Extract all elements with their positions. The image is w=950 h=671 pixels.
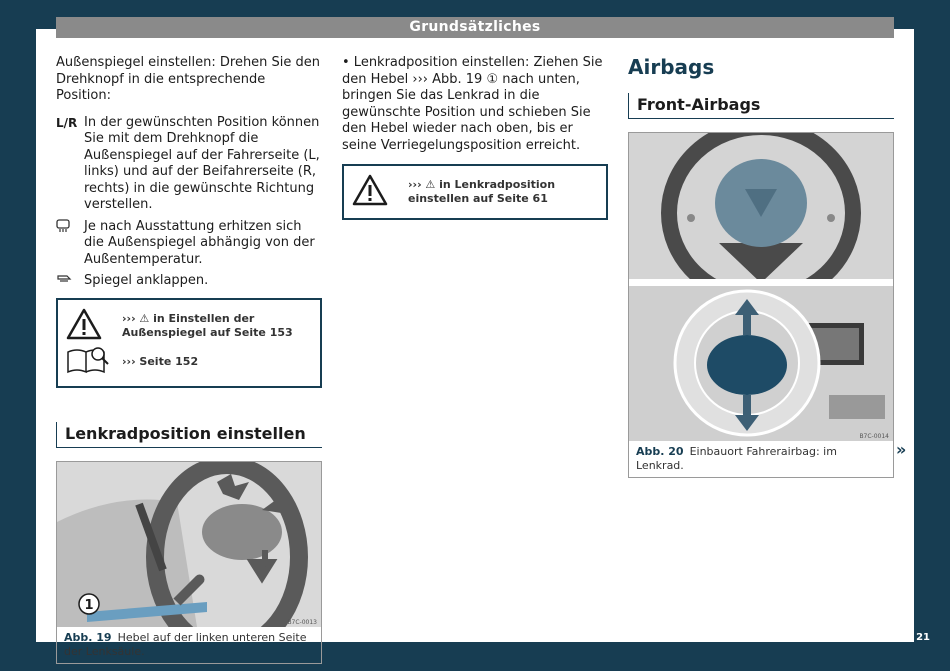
column-left — [56, 55, 322, 664]
heated-mirror-icon — [56, 219, 84, 269]
warning-reference-link[interactable]: ››› ⚠ in Einstellen der Außenspiegel auf Seite 153 — [122, 311, 293, 339]
steering-lever-illustration — [57, 462, 321, 627]
figure-code: B7C-0013 — [287, 618, 317, 626]
page-reference-link[interactable]: ››› Seite 152 — [122, 354, 199, 368]
list-item-text: In der gewünschten Position können Sie mit dem Drehknopf die Außenspiegel auf der Fahrerseite (L, links) und auf der Beifahrerseite (R, rechts) in die gewünschte Richtung verstellen. — [84, 114, 320, 212]
figure-caption — [629, 441, 893, 477]
figure-airbag-location — [628, 132, 894, 478]
book-magnifier-icon — [66, 346, 122, 378]
airbag-illustration — [629, 133, 893, 441]
section-heading: Lenkradposition einstellen — [56, 422, 322, 448]
section-heading: Front-Airbags — [628, 93, 894, 119]
notice-box — [56, 298, 322, 388]
caption-label: Abb. 20 — [636, 445, 684, 458]
mirror-options-list — [56, 115, 322, 290]
list-item-text: Je nach Ausstattung erhitzen sich die Außenspiegel abhängig von der Außentemperatur. — [84, 218, 315, 267]
page-number: 21 — [916, 632, 930, 643]
fold-mirror-icon — [56, 273, 84, 290]
caption-text: Einbauort Fahrerairbag: im Lenkrad. — [636, 445, 837, 472]
lr-label: L/R — [56, 115, 78, 130]
figure-steering-lever — [56, 461, 322, 664]
warning-reference-link[interactable]: ››› ⚠ in Lenkradposition einstellen auf Seite 61 — [408, 178, 556, 205]
figure-code: B7C-0014 — [859, 433, 889, 440]
warning-icon — [66, 308, 122, 344]
list-item — [56, 273, 322, 290]
callout-1-label: 1 — [84, 597, 94, 613]
bullet-text: • Lenkradposition einstellen: Ziehen Sie den Hebel ››› Abb. 19 ① nach unten, bringen Sie das Lenkrad in die gewünschte Position und schieben Sie den Hebel wieder nach oben, bis er seine Verriegelungsposition erreicht. — [342, 55, 603, 153]
list-item — [56, 219, 322, 269]
warning-icon — [352, 174, 408, 210]
caption-text: Hebel auf der linken unteren Seite der Lenksäule. — [64, 630, 307, 658]
list-item — [56, 115, 322, 214]
column-right — [628, 55, 894, 478]
intro-text: Außenspiegel einstellen: Drehen Sie den Drehknopf in die entsprechende Position: — [56, 55, 321, 103]
list-item-text: Spiegel anklappen. — [84, 273, 209, 288]
chapter-title: Airbags — [628, 55, 715, 79]
figure-caption — [57, 627, 321, 663]
notice-box — [342, 164, 608, 220]
page-header: Grundsätzliches — [56, 17, 894, 38]
column-middle — [342, 55, 608, 220]
continue-mark: » — [896, 440, 907, 459]
caption-label: Abb. 19 — [64, 630, 112, 644]
